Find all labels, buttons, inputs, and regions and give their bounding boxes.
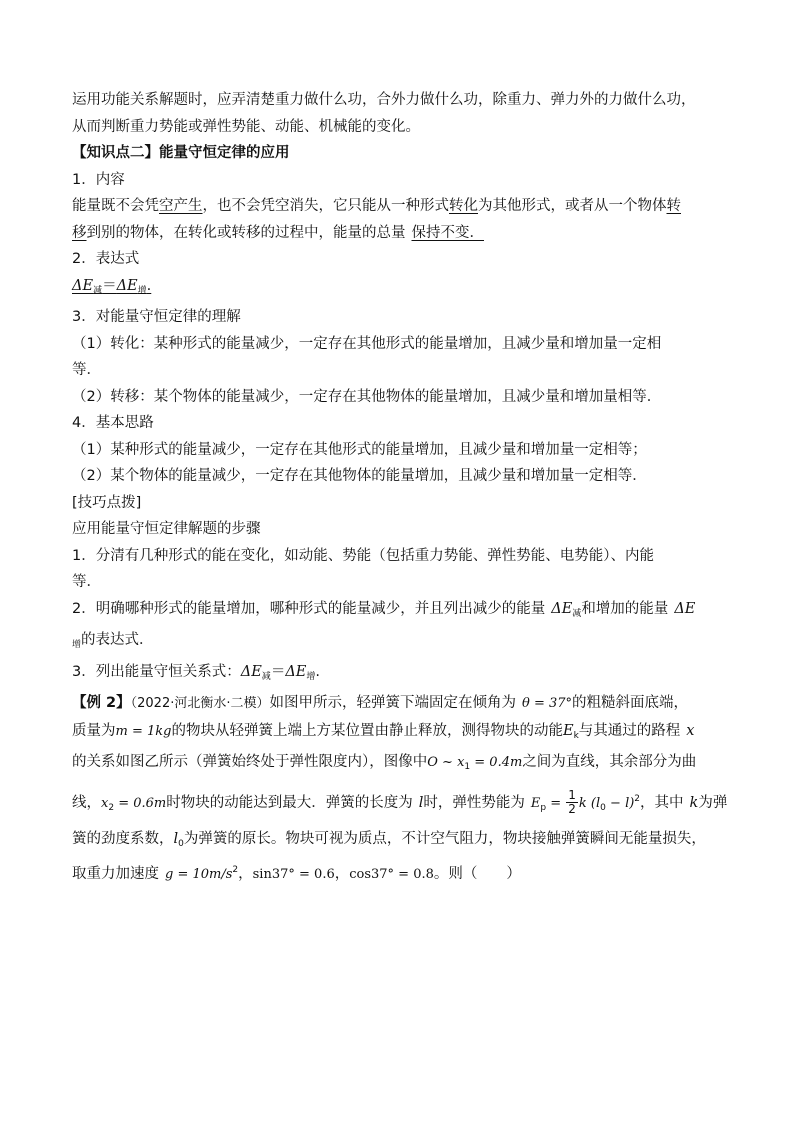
subscript: 0 <box>600 802 606 813</box>
subscript: k <box>573 730 579 741</box>
math-variable: x <box>686 722 695 739</box>
subscript: 减 <box>572 608 582 619</box>
approach-heading: 4．基本思路 <box>72 415 154 431</box>
understanding-p1-line2: 等． <box>72 362 101 378</box>
equals-sign: = <box>546 795 566 811</box>
tips-step3 <box>72 660 730 690</box>
example-text: 取重力加速度 <box>72 866 159 882</box>
step-text: 的表达式． <box>81 632 154 648</box>
expression-heading: 2．表达式 <box>72 251 140 267</box>
tips-subheading: 应用能量守恒定律解题的步骤 <box>72 521 261 537</box>
content-text: 到别的物体，在转化或转移的过程中，能量的总量 <box>86 224 406 241</box>
delta-e-symbol: ΔE <box>551 600 573 617</box>
content-text: 为其他形式，或者从一个物体 <box>478 198 667 214</box>
expression-formula <box>72 274 730 304</box>
document-page <box>72 88 730 888</box>
fraction-denominator: 2 <box>568 802 576 816</box>
example-text: 为弹 <box>698 794 728 811</box>
step-text: 2．明确哪种形式的能量增加，哪种形式的能量减少，并且列出减少的能量 <box>72 600 546 617</box>
math-expression: = 0.6m <box>114 795 167 811</box>
math-expression: θ = 37° <box>522 696 573 711</box>
approach-p1: （1）某种形式的能量减少，一定存在其他形式的能量增加，且减少量和增加量一定相等； <box>72 441 647 458</box>
math-expression: cos37° = 0.8 <box>349 867 434 882</box>
math-expression: O ~ x <box>427 755 465 770</box>
example-text: 如图甲所示，轻弹簧下端固定在倾角为 <box>269 695 516 711</box>
subscript: 增 <box>306 671 316 682</box>
section-title-bracket: 【知识点二】 <box>72 145 159 161</box>
subscript: 减 <box>93 285 103 296</box>
example-line-4 <box>72 782 730 825</box>
example-text: 之间为直线，其余部分为曲 <box>522 754 697 770</box>
step-text: 3．列出能量守恒关系式： <box>72 663 241 680</box>
step-text: 和增加的能量 <box>581 600 669 617</box>
content-line-2 <box>72 221 730 246</box>
subscript: 增 <box>72 640 82 650</box>
tips-step2-line2 <box>72 628 730 658</box>
math-variable: l <box>173 830 179 847</box>
example-label: 【例 2】 <box>72 695 131 711</box>
subscript: 1 <box>464 762 471 772</box>
intro-line-2: 从而判断重力势能或弹性势能、动能、机械能的变化。 <box>72 118 420 135</box>
superscript: 2 <box>232 865 239 875</box>
example-text: 的物块从轻弹簧上端上方某位置由静止释放，测得物块的动能 <box>171 722 563 739</box>
delta-e-symbol: ΔE <box>285 663 307 680</box>
fraction-numerator: 1 <box>568 788 576 802</box>
intro-line-1: 运用功能关系解题时，应弄清楚重力做什么功，合外力做什么功，除重力、弹力外的力做什么功， <box>72 92 696 108</box>
math-variable: E <box>530 795 541 811</box>
underlined-term: 转 <box>666 198 681 214</box>
example-line-2 <box>72 719 730 749</box>
subscript: 0 <box>178 838 184 849</box>
underlined-term: 转化 <box>449 198 478 214</box>
understanding-heading: 3．对能量守恒定律的理解 <box>72 309 241 325</box>
tips-heading: [技巧点拨] <box>72 494 142 511</box>
section-title-text: 能量守恒定律的应用 <box>159 145 290 161</box>
math-expression: sin37° = 0.6 <box>252 867 335 882</box>
tips-step2-line1 <box>72 597 730 627</box>
example-text: 。则（ ） <box>433 866 521 882</box>
section-title <box>72 141 730 166</box>
example-text: ， <box>334 866 350 882</box>
understanding-p2: （2）转移：某个物体的能量减少，一定存在其他物体的能量增加，且减少量和增加量相等． <box>72 388 662 405</box>
example-text: 与其通过的路程 <box>578 722 681 739</box>
tips-step1-line1: 1．分清有几种形式的能在变化，如动能、势能（包括重力势能、弹性势能、电势能）、内能 <box>72 547 654 564</box>
math-variable: E <box>562 722 574 739</box>
underlined-term: 移 <box>72 224 87 241</box>
equals-sign: ＝ <box>102 277 117 294</box>
delta-e-symbol: ΔE <box>240 663 262 680</box>
subscript: 减 <box>261 671 271 682</box>
math-expression: k (l <box>578 795 601 811</box>
example-text: 的粗糙斜面底端， <box>572 695 689 711</box>
math-expression: g = 10m/s <box>165 867 233 882</box>
underlined-term: 空产生 <box>159 198 203 214</box>
subscript: 增 <box>137 285 147 296</box>
math-expression: − l) <box>605 795 635 811</box>
example-text: 质量为 <box>72 722 116 739</box>
delta-e-symbol: ΔE <box>72 277 94 294</box>
math-expression: m = 1kg <box>115 723 172 739</box>
example-line-3 <box>72 750 730 780</box>
subscript: 2 <box>108 802 115 813</box>
understanding-p1-line1: （1）转化：某种形式的能量减少，一定存在其他形式的能量增加，且减少量和增加量一定相 <box>72 335 662 352</box>
content-heading: 1．内容 <box>72 171 125 188</box>
period: . <box>146 277 152 294</box>
math-expression: = 0.4m <box>470 755 523 770</box>
example-text: 时，弹性势能为 <box>423 794 525 811</box>
fraction <box>566 789 578 816</box>
period: . <box>315 663 320 680</box>
delta-e-symbol: ΔE <box>674 600 696 617</box>
content-text: 能量既不会凭 <box>72 198 159 214</box>
example-text: ， <box>238 866 253 882</box>
math-variable: k <box>689 794 699 811</box>
content-line-1 <box>72 194 730 219</box>
example-text: ，其中 <box>640 794 684 811</box>
underlined-term: 保持不变． <box>411 224 484 241</box>
tips-step1-line2: 等． <box>72 574 101 590</box>
example-line-6 <box>72 858 730 888</box>
example-source: （2022·河北衡水·二模） <box>130 696 270 711</box>
example-text: 为弹簧的原长。物块可视为质点，不计空气阻力，物块接触弹簧瞬间无能量损失， <box>183 830 706 847</box>
example-line-1 <box>72 691 730 717</box>
example-text: 的关系如图乙所示（弹簧始终处于弹性限度内），图像中 <box>72 754 428 770</box>
example-line-5 <box>72 827 730 857</box>
math-variable: x <box>101 795 109 811</box>
example-text: 簧的劲度系数， <box>72 830 174 847</box>
content-text: ，也不会凭空消失，它只能从一种形式 <box>202 198 449 214</box>
example-text: 线， <box>72 794 101 811</box>
subscript: p <box>540 802 547 813</box>
example-text: 时物块的动能达到最大．弹簧的长度为 <box>166 794 413 811</box>
delta-e-symbol: ΔE <box>116 277 138 294</box>
math-variable: l <box>418 794 424 811</box>
superscript: 2 <box>634 793 641 804</box>
approach-p2: （2）某个物体的能量减少，一定存在其他物体的能量增加，且减少量和增加量一定相等． <box>72 468 647 484</box>
equals-sign: ＝ <box>270 663 286 680</box>
